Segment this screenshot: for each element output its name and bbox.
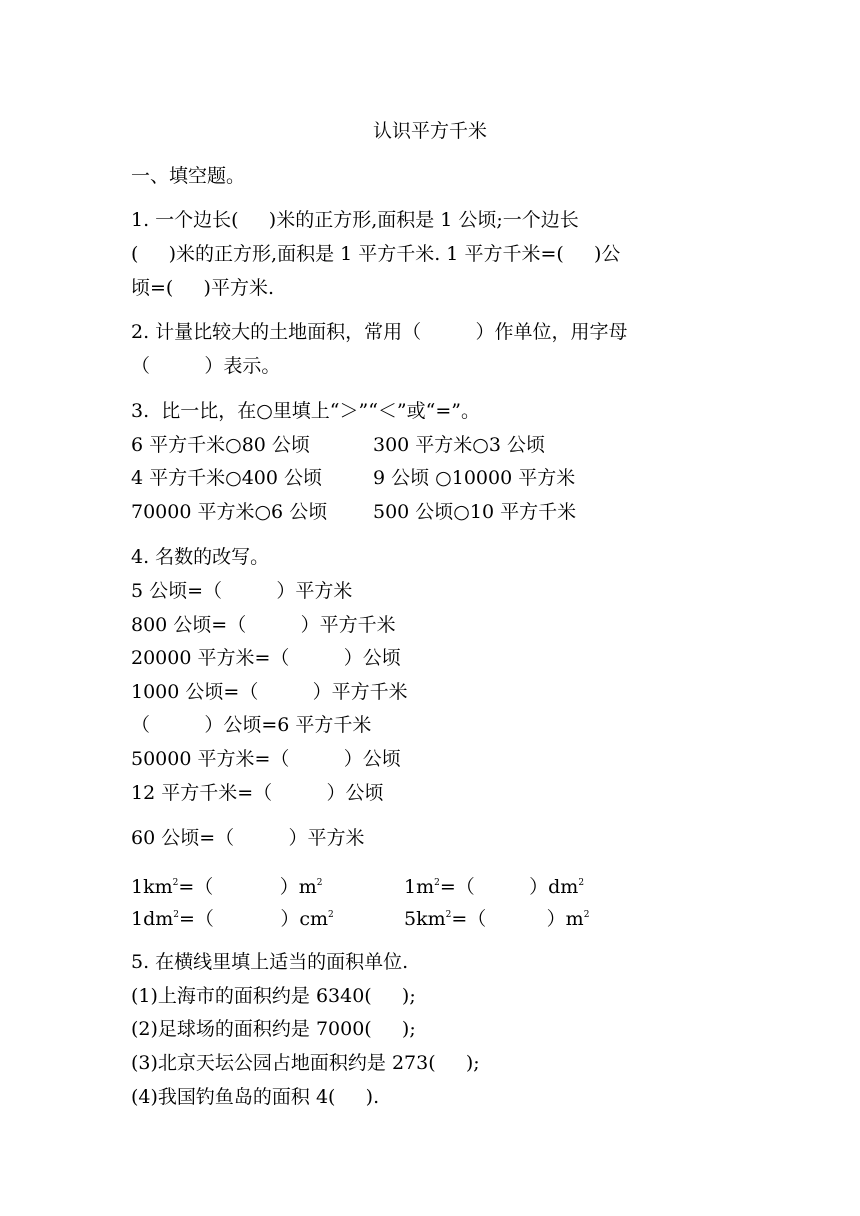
q4-item-8: 60 公顷=（ ）平方米	[131, 827, 365, 849]
unit-conversion-dm2-cm2: $1dm^2=$（ ）$cm^2$	[131, 908, 334, 930]
q4-item-7: 12 平方千米=（ ）公顷	[131, 782, 384, 804]
q3-row-2-right: 9 公顷 ○10000 平方米	[373, 467, 576, 489]
q1-line-3: 顷=( )平方米.	[131, 277, 274, 299]
q5-item-3: (3)北京天坛公园占地面积约是 273( );	[131, 1052, 480, 1074]
q5-item-4: (4)我国钓鱼岛的面积 4( ).	[131, 1086, 380, 1108]
page-title: 认识平方千米	[372, 120, 487, 142]
q4-item-4: 1000 公顷=（ ）平方千米	[131, 681, 408, 703]
q4-item-2: 800 公顷=（ ）平方千米	[131, 614, 396, 636]
q5-item-1: (1)上海市的面积约是 6340( );	[131, 985, 416, 1007]
unit-conversion-km2-m2-5: $5km^2=$（ ）$m^2$	[404, 908, 590, 930]
q4-item-3: 20000 平方米=（ ）公顷	[131, 647, 401, 669]
q2-line-1: 2. 计量比较大的土地面积，常用（ ）作单位，用字母	[131, 321, 628, 343]
q4-item-5: （ ）公顷=6 平方千米	[131, 714, 372, 736]
q3-row-2-left: 4 平方千米○400 公顷	[131, 467, 323, 489]
q4-item-6: 50000 平方米=（ ）公顷	[131, 748, 401, 770]
unit-conversion-km2-m2: $1km^2=$（ ）$m^2$	[131, 876, 323, 898]
q1-line-2: ( )米的正方形,面积是 1 平方千米. 1 平方千米=( )公	[131, 243, 621, 265]
unit-conversion-m2-dm2: $1m^2=$（ ）$dm^2$	[404, 876, 585, 898]
q1-line-1: 1. 一个边长( )米的正方形,面积是 1 公顷;一个边长	[131, 209, 579, 231]
q3-row-1-left: 6 平方千米○80 公顷	[131, 434, 310, 456]
q2-line-2: （ ）表示。	[131, 355, 281, 377]
section-heading: 一、填空题。	[131, 165, 246, 187]
q3-heading: 3. 比一比，在○里填上“＞”“＜”或“=”。	[131, 400, 480, 422]
q3-row-3-right: 500 公顷○10 平方千米	[373, 501, 577, 523]
q4-heading: 4. 名数的改写。	[131, 546, 270, 568]
q5-heading: 5. 在横线里填上适当的面积单位.	[131, 951, 409, 973]
q5-item-2: (2)足球场的面积约是 7000( );	[131, 1018, 416, 1040]
q3-row-3-left: 70000 平方米○6 公顷	[131, 501, 328, 523]
q3-row-1-right: 300 平方米○3 公顷	[373, 434, 546, 456]
q4-item-1: 5 公顷=（ ）平方米	[131, 580, 353, 602]
